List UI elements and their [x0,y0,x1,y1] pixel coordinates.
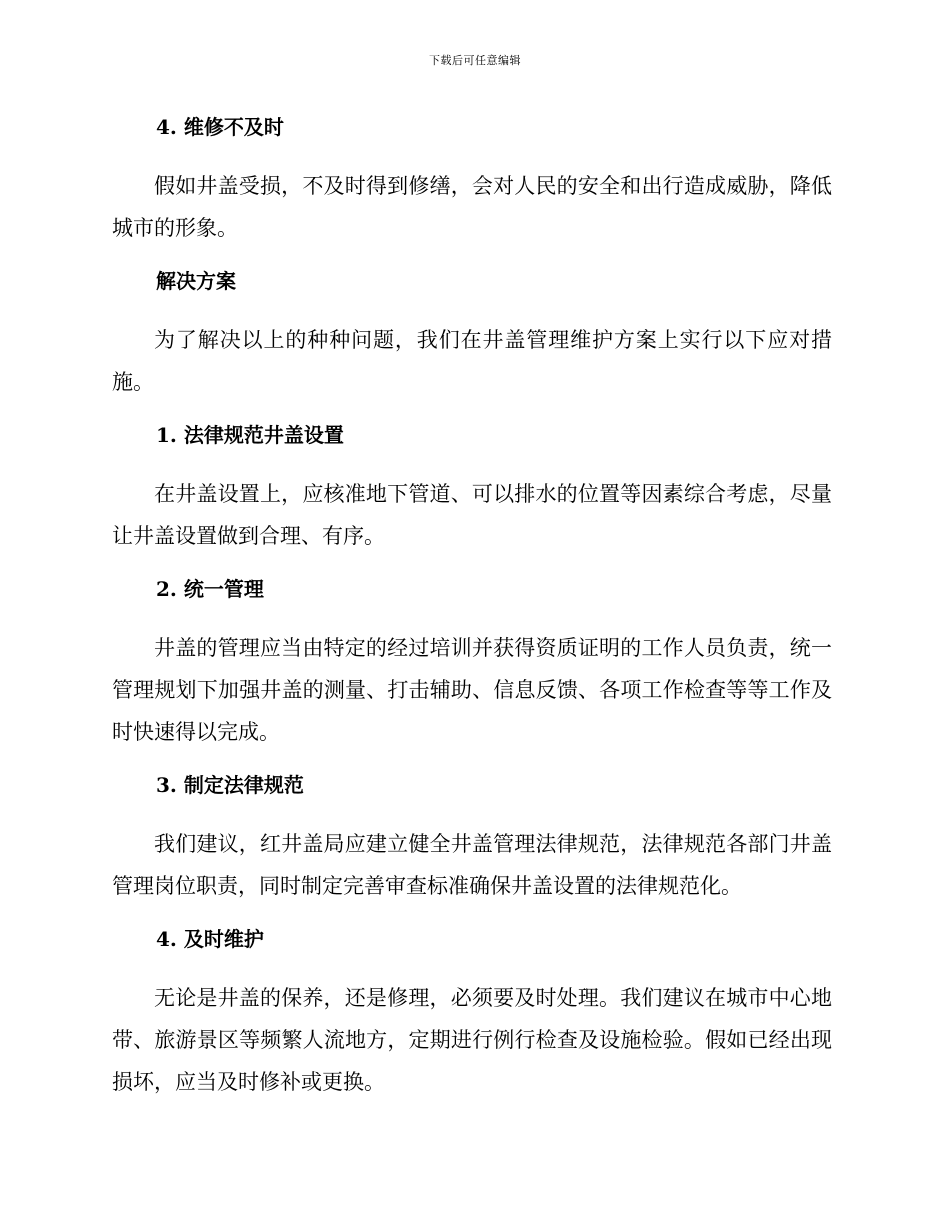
paragraph-legal-setting: 在井盖设置上，应核准地下管道、可以排水的位置等因素综合考虑，尽量让井盖设置做到合理、有序。 [112,482,832,548]
heading-solution: 解决方案 [156,269,236,293]
document-body [112,110,832,1118]
heading-legal-regulations: 3. 制定法律规范 [156,773,304,797]
heading-timely-maintenance: 4. 及时维护 [156,927,264,951]
paragraph-legal-regulations: 我们建议，红井盖局应建立健全井盖管理法律规范，法律规范各部门井盖管理岗位职责，同时制定完善审查标准确保井盖设置的法律规范化。 [112,832,832,898]
paragraph-timely-maintenance: 无论是井盖的保养，还是修理，必须要及时处理。我们建议在城市中心地带、旅游景区等频繁人流地方，定期进行例行检查及设施检验。假如已经出现损坏，应当及时修补或更换。 [112,986,832,1094]
paragraph-maintenance-delay: 假如井盖受损，不及时得到修缮，会对人民的安全和出行造成威胁，降低城市的形象。 [112,174,832,240]
paragraph-solution-intro: 为了解决以上的种种问题，我们在井盖管理维护方案上实行以下应对措施。 [112,328,832,394]
heading-legal-setting: 1. 法律规范井盖设置 [156,423,344,447]
paragraph-unified-management: 井盖的管理应当由特定的经过培训并获得资质证明的工作人员负责，统一管理规划下加强井盖的测量、打击辅助、信息反馈、各项工作检查等等工作及时快速得以完成。 [112,636,832,744]
heading-maintenance-delay: 4. 维修不及时 [156,115,284,139]
page-header: 下载后可任意编辑 [429,54,521,67]
heading-unified-management: 2. 统一管理 [156,577,264,601]
